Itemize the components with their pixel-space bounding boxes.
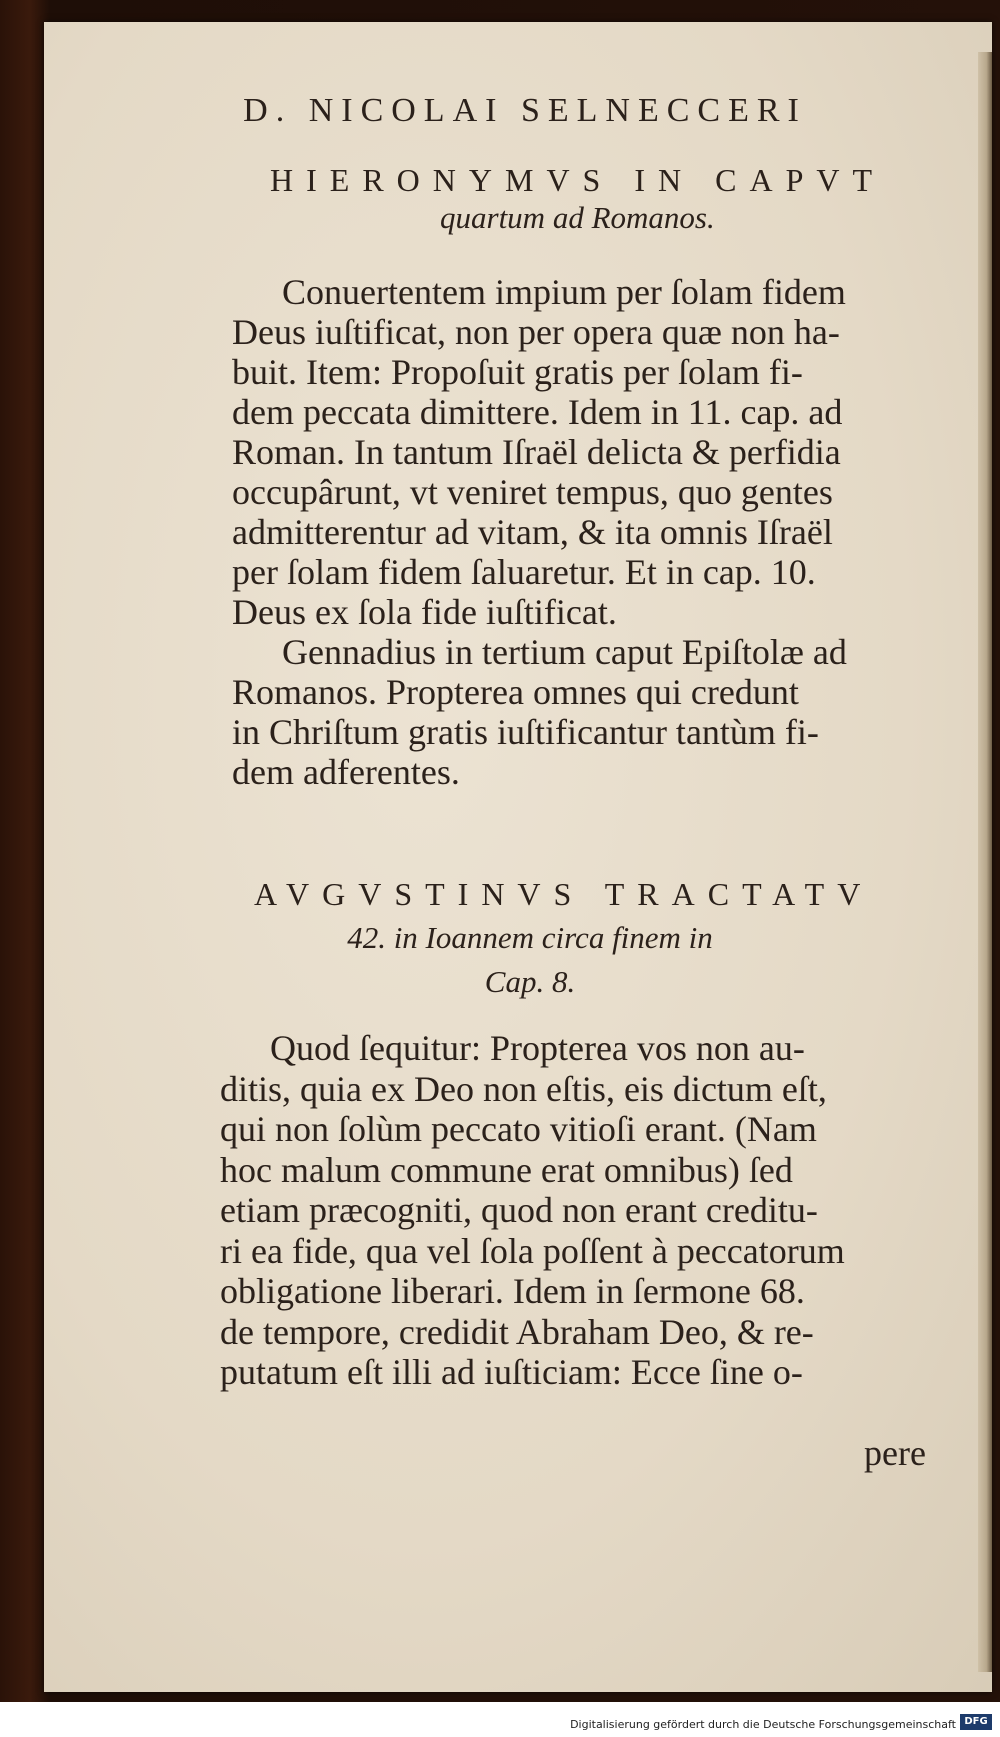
text-line: Deus iuſtificat, non per opera quæ non ha- — [232, 312, 840, 352]
running-head: D. NICOLAI SELNECCERI — [243, 92, 807, 129]
text-line: Romanos. Propterea omnes qui credunt — [232, 672, 799, 712]
text-line: Conuertentem impium per ſolam fidem — [282, 272, 846, 312]
text-line: Gennadius in tertium caput Epiſtolæ ad — [282, 632, 847, 672]
text-line: Deus ex ſola fide iuſtificat. — [232, 592, 617, 632]
text-line: obligatione liberari. Idem in ſermone 68. — [220, 1271, 805, 1311]
text-line: per ſolam fidem ſaluaretur. Et in cap. 10. — [232, 552, 816, 592]
section1-body — [232, 272, 966, 792]
text-line: de tempore, credidit Abraham Deo, & re- — [220, 1311, 814, 1352]
footer-credit: Digitalisierung gefördert durch die Deutsche Forschungsgemeinschaft — [570, 1718, 956, 1731]
text-line: ri ea fide, qua vel ſola poſſent à peccatorum — [220, 1230, 845, 1271]
dfg-logo-icon: DFG — [960, 1714, 992, 1730]
text-line: qui non ſolùm peccato vitioſi erant. (Nam — [220, 1109, 817, 1149]
text-line: putatum eſt illi ad iuſticiam: Ecce ſine o- — [220, 1352, 803, 1392]
text-line: etiam præcogniti, quod non erant creditu- — [220, 1190, 818, 1230]
text-line: dem adferentes. — [232, 752, 460, 792]
catchword: pere — [864, 1433, 926, 1473]
text-line: admitterentur ad vitam, & ita omnis Iſraël — [232, 512, 833, 552]
section2-heading: AVGVSTINVS TRACTATV — [254, 876, 874, 912]
text-line: hoc malum commune erat omnibus) ſed — [220, 1149, 793, 1190]
section1-heading: HIERONYMVS IN CAPVT — [270, 162, 886, 198]
section1-subheading: quartum ad Romanos. — [440, 200, 715, 235]
text-line: ditis, quia ex Deo non eſtis, eis dictum eſt, — [220, 1068, 827, 1109]
text-line: buit. Item: Propoſuit gratis per ſolam fi- — [232, 352, 803, 392]
text-line: Quod ſequitur: Propterea vos non au- — [270, 1028, 805, 1068]
section2-body — [220, 1028, 944, 1393]
section2-subheading-line2: Cap. 8. — [484, 964, 576, 999]
text-line: in Chriſtum gratis iuſtificantur tantùm fi- — [232, 712, 819, 752]
text-line: Roman. In tantum Iſraël delicta & perfidia — [232, 432, 841, 472]
section2-subheading-line1: 42. in Ioannem circa finem in — [347, 920, 713, 955]
text-line: occupârunt, vt veniret tempus, quo gentes — [232, 472, 833, 512]
text-line: dem peccata dimittere. Idem in 11. cap. ad — [232, 392, 843, 432]
page-edge — [978, 52, 992, 1672]
